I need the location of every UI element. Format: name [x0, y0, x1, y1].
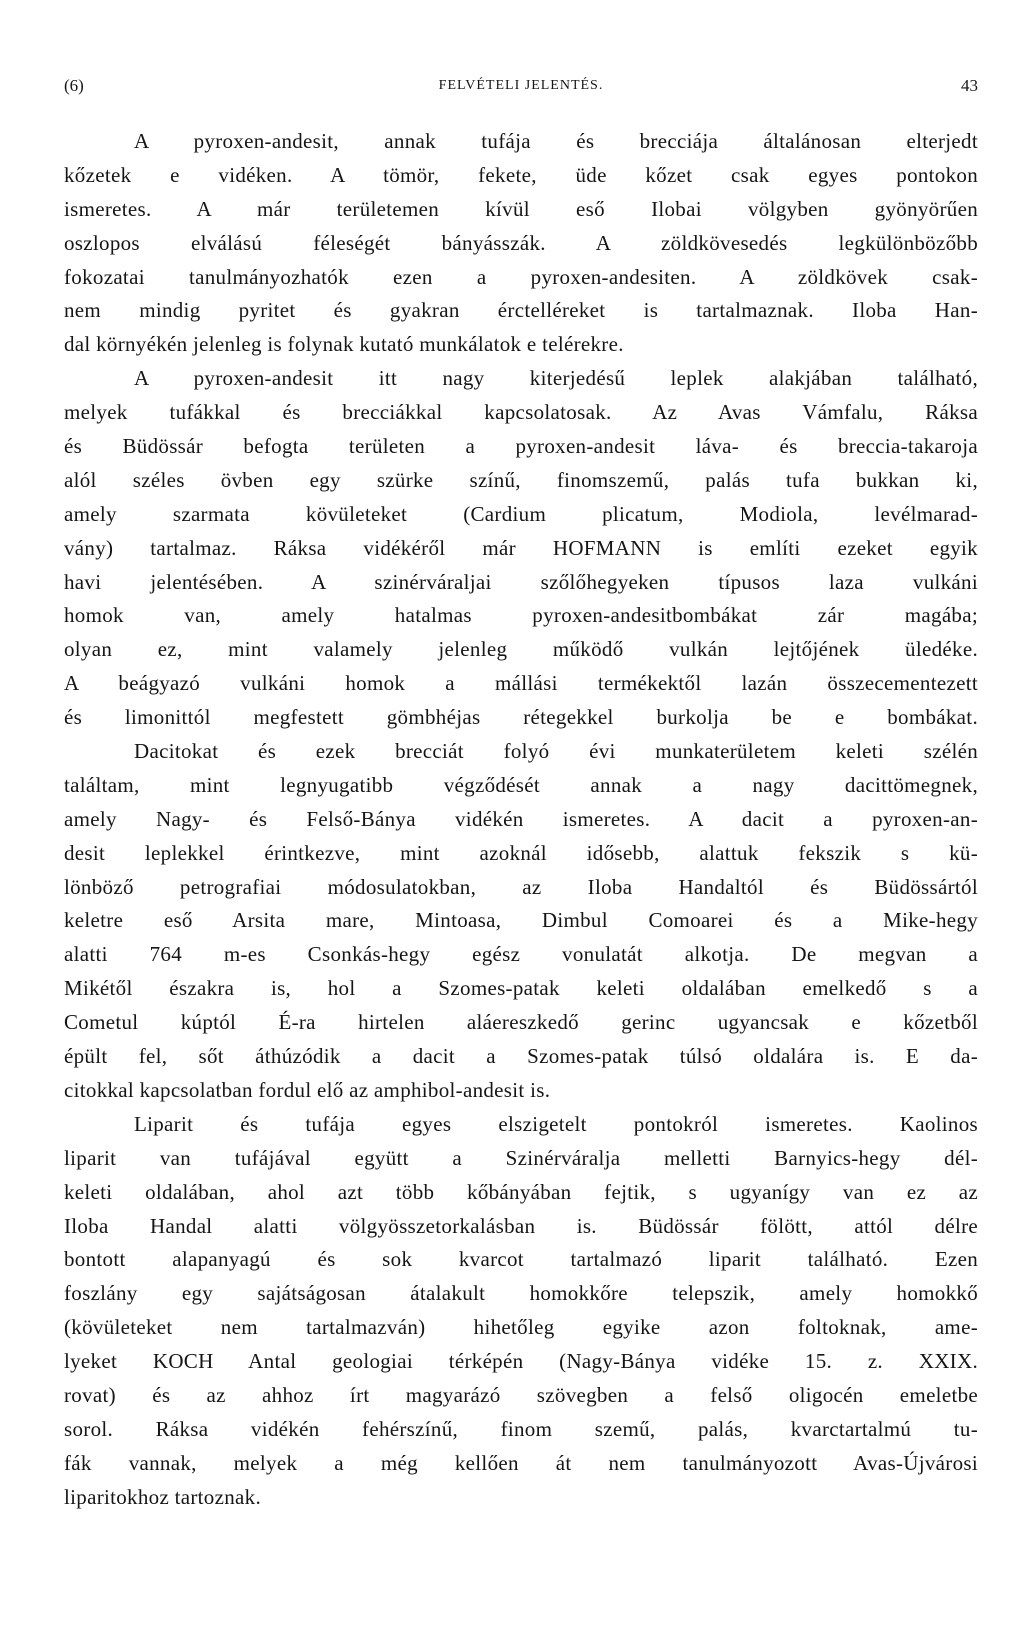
text-line: keletre eső Arsita mare, Mintoasa, Dimbul Comoarei és a Mike-hegy: [64, 908, 978, 933]
text-line: foszlány egy sajátságosan átalakult homokkőre telepszik, amely homokkő: [64, 1281, 978, 1306]
text-line: amely szarmata kövületeket (Cardium plicatum, Modiola, levélmarad-: [64, 501, 978, 526]
text-line: Dacitokat és ezek brecciát folyó évi munkaterületem keleti szélén: [134, 739, 978, 764]
text-line: ismeretes. A már területemen kívül eső Ilobai völgyben gyönyörűen: [64, 196, 978, 221]
text-line: liparit van tufájával együtt a Szinérváralja melletti Barnyics-hegy dél-: [64, 1145, 978, 1170]
text-line: A pyroxen-andesit, annak tufája és brecciája általánosan elterjedt: [134, 129, 978, 153]
text-line: havi jelentésében. A szinérváraljai szőlőhegyeken típusos laza vulkáni: [64, 569, 978, 594]
text-line: homok van, amely hatalmas pyroxen-andesitbombákat zár magába;: [64, 603, 978, 628]
text-line: keleti oldalában, ahol azt több kőbányában fejtik, s ugyanígy van ez az: [64, 1179, 978, 1204]
text-line: épült fel, sőt áthúzódik a dacit a Szomes-patak túlsó oldalára is. E da-: [64, 1044, 978, 1069]
text-line: és Büdössár befogta területen a pyroxen-andesit láva- és breccia-takaroja: [64, 434, 978, 459]
text-line: olyan ez, mint valamely jelenleg működő vulkán lejtőjének üledéke.: [64, 637, 978, 662]
text-line: Liparit és tufája egyes elszigetelt pontokról ismeretes. Kaolinos: [134, 1111, 978, 1136]
text-line: fák vannak, melyek a még kellően át nem tanulmányozott Avas-Újvárosi: [64, 1450, 978, 1475]
text-line: alól széles övben egy szürke színű, finomszemű, palás tufa bukkan ki,: [64, 467, 978, 492]
text-line: Mikétől északra is, hol a Szomes-patak keleti oldalában emelkedő s a: [64, 976, 978, 1001]
page-header: [64, 76, 978, 104]
text-line: rovat) és az ahhoz írt magyarázó szövegben a felső oligocén emeletbe: [64, 1382, 978, 1407]
text-line: fokozatai tanulmányozhatók ezen a pyroxen-andesiten. A zöldkövek csak-: [64, 264, 978, 289]
text-line: bontott alapanyagú és sok kvarcot tartalmazó liparit található. Ezen: [64, 1247, 978, 1272]
text-line: találtam, mint legnyugatibb végződését annak a nagy dacittömegnek,: [64, 772, 978, 797]
text-line: Iloba Handal alatti völgyösszetorkalásban is. Büdössár fölött, attól délre: [64, 1213, 978, 1238]
text-line: és limonittól megfestett gömbhéjas rétegekkel burkolja be e bombákat.: [64, 705, 978, 730]
text-line: lyeket KOCH Antal geologiai térképén (Nagy-Bánya vidéke 15. z. XXIX.: [64, 1349, 978, 1374]
text-line: vány) tartalmaz. Ráksa vidékéről már HOFMANN is említi ezeket egyik: [64, 535, 978, 560]
running-title: FELVÉTELI JELENTÉS.: [438, 78, 604, 93]
body-text: [64, 125, 978, 1515]
text-line: A beágyazó vulkáni homok a mállási termékektől lazán összecementezett: [64, 671, 978, 696]
text-line: alatti 764 m-es Csonkás-hegy egész vonulatát alkotja. De megvan a: [64, 942, 978, 967]
text-line: sorol. Ráksa vidékén fehérszínű, finom szemű, palás, kvarctartalmú tu-: [64, 1416, 978, 1441]
text-line: desit leplekkel érintkezve, mint azoknál idősebb, alattuk fekszik s kü-: [64, 840, 978, 865]
text-line: liparitokhoz tartoznak.: [64, 1484, 261, 1509]
text-line: A pyroxen-andesit itt nagy kiterjedésű leplek alakjában található,: [134, 366, 978, 391]
text-line: melyek tufákkal és brecciákkal kapcsolatosak. Az Avas Vámfalu, Ráksa: [64, 400, 978, 425]
text-line: nem mindig pyritet és gyakran érctelléreket is tartalmaznak. Iloba Han-: [64, 298, 978, 323]
text-line: Cometul kúptól É-ra hirtelen aláereszkedő gerinc ugyancsak e kőzetből: [64, 1010, 978, 1035]
text-line: oszlopos elválású féleségét bányásszák. A zöldkövesedés legkülönbözőbb: [64, 230, 978, 255]
text-line: kőzetek e vidéken. A tömör, fekete, üde kőzet csak egyes pontokon: [64, 162, 978, 187]
text-line: amely Nagy- és Felső-Bánya vidékén ismeretes. A dacit a pyroxen-an-: [64, 806, 978, 831]
section-number: (6): [64, 76, 84, 95]
text-line: lönböző petrografiai módosulatokban, az Iloba Handaltól és Büdössártól: [64, 874, 978, 899]
text-line: citokkal kapcsolatban fordul elő az amphibol-andesit is.: [64, 1077, 551, 1102]
page-number: 43: [961, 76, 978, 95]
text-line: (kövületeket nem tartalmazván) hihetőleg egyike azon foltoknak, ame-: [64, 1315, 978, 1340]
text-line: dal környékén jelenleg is folynak kutató munkálatok e telérekre.: [64, 332, 624, 357]
